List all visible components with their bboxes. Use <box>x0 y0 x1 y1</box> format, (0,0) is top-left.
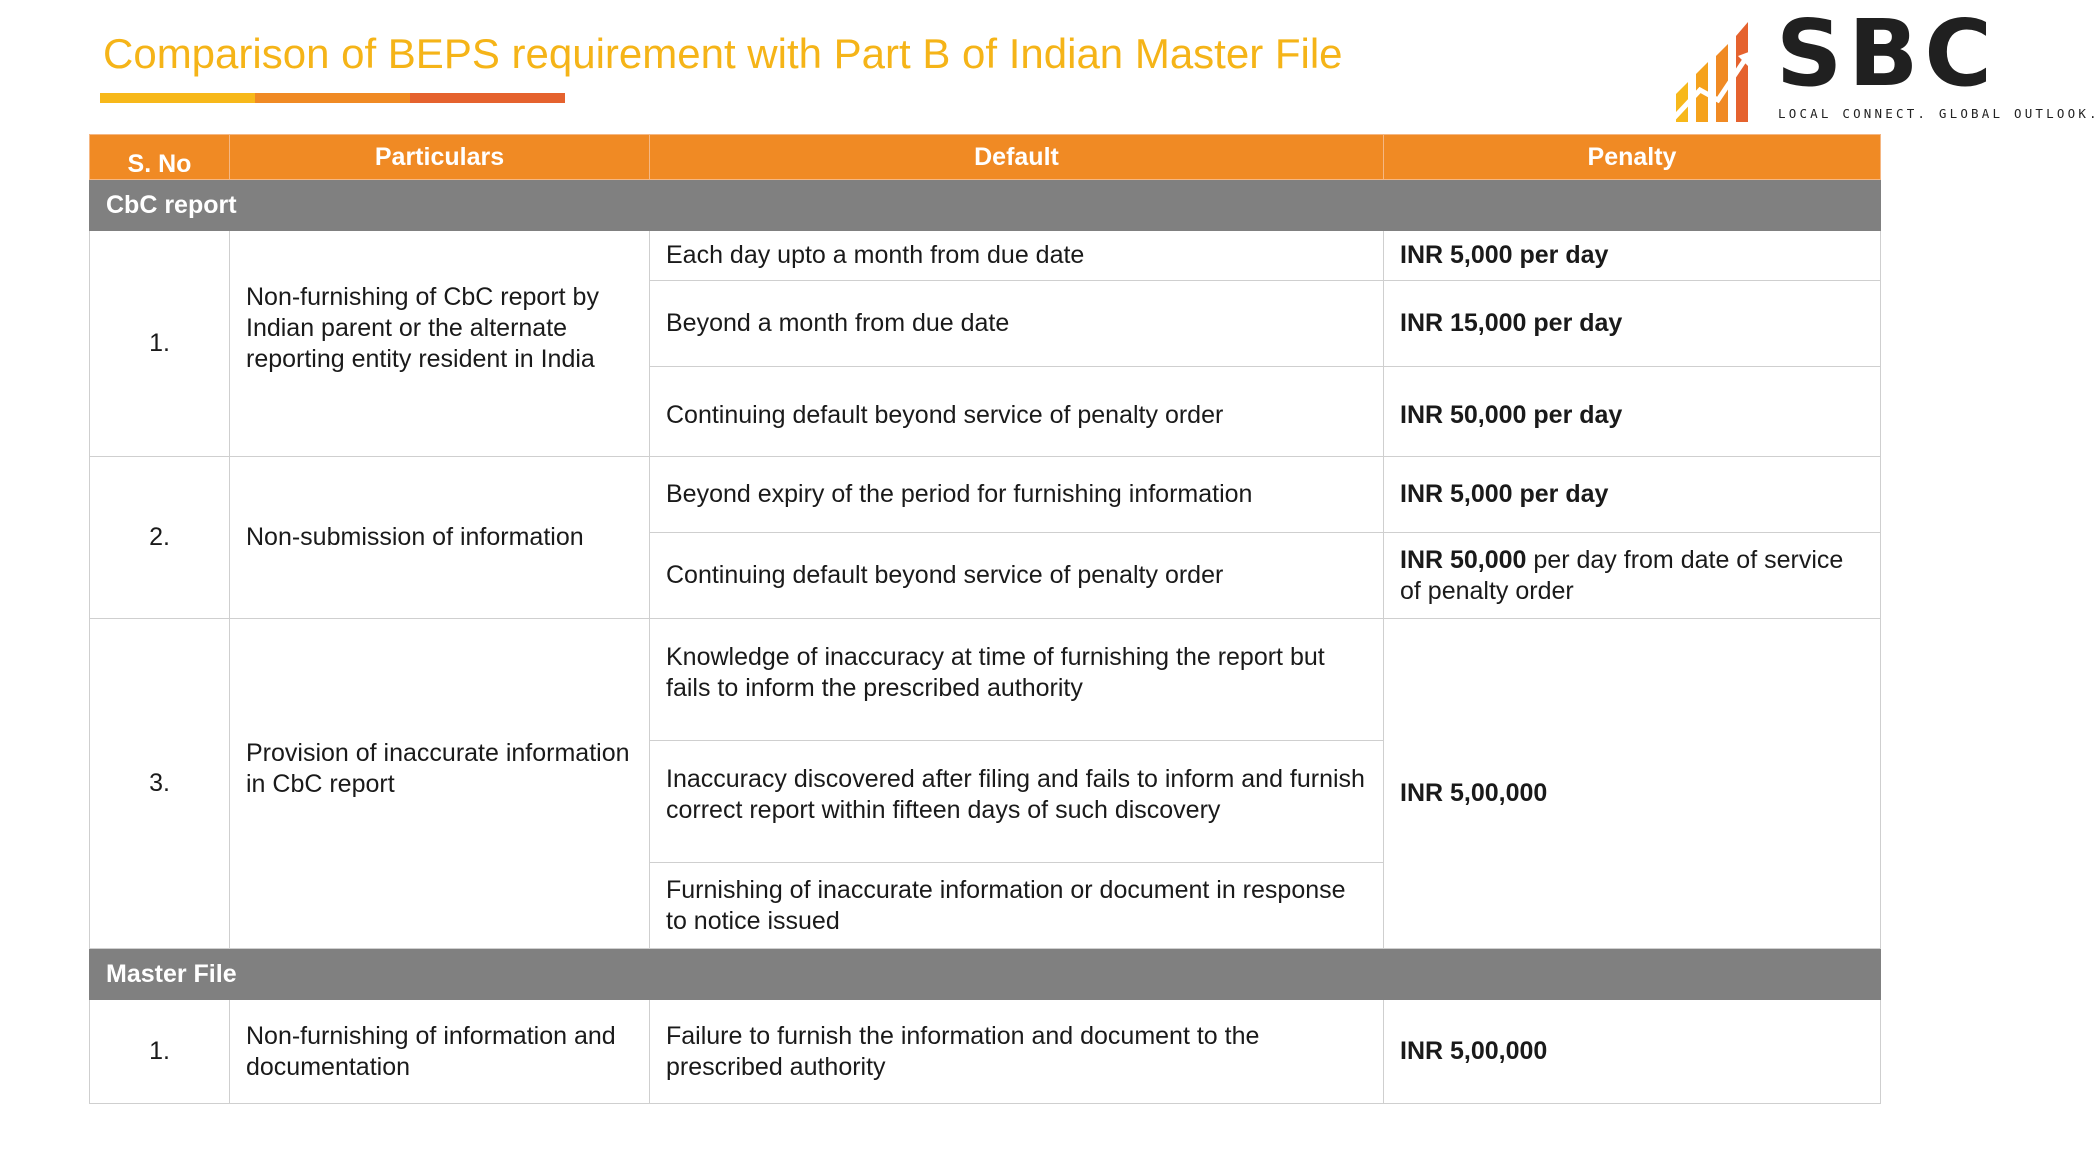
table-row <box>90 619 1881 741</box>
underline-red-segment <box>410 93 565 103</box>
row-default: Continuing default beyond service of penalty order <box>650 533 1384 619</box>
header-particulars: Particulars <box>230 135 650 180</box>
row-penalty <box>1384 533 1881 619</box>
page-title: Comparison of BEPS requirement with Part B of Indian Master File <box>103 30 1343 77</box>
title-underline <box>100 93 565 103</box>
penalty-table <box>89 134 1881 1104</box>
underline-orange-segment <box>255 93 410 103</box>
logo-tagline: LOCAL CONNECT. GLOBAL OUTLOOK. <box>1778 106 2100 121</box>
section-row-cbc <box>90 180 1881 231</box>
row-number: 1. <box>90 1000 230 1104</box>
logo-wordmark: SBC <box>1776 0 1998 107</box>
table-header-row <box>90 135 1881 180</box>
row-particulars: Provision of inaccurate information in CbC report <box>230 619 650 949</box>
row-default: Each day upto a month from due date <box>650 231 1384 281</box>
header-penalty: Penalty <box>1384 135 1881 180</box>
underline-yellow-segment <box>100 93 255 103</box>
row-default: Beyond expiry of the period for furnishing information <box>650 457 1384 533</box>
growth-chart-icon <box>1666 16 1766 126</box>
table-row <box>90 1000 1881 1104</box>
row-number: 3. <box>90 619 230 949</box>
row-particulars: Non-furnishing of information and documentation <box>230 1000 650 1104</box>
row-particulars: Non-furnishing of CbC report by Indian parent or the alternate reporting entity resident in India <box>230 231 650 457</box>
row-default: Continuing default beyond service of penalty order <box>650 367 1384 457</box>
row-default: Inaccuracy discovered after filing and fails to inform and furnish correct report within fifteen days of such discovery <box>650 741 1384 863</box>
header-sno: S. No <box>90 135 230 180</box>
table-row <box>90 457 1881 533</box>
row-default: Furnishing of inaccurate information or document in response to notice issued <box>650 863 1384 949</box>
penalty-amount: INR 50,000 <box>1400 545 1527 574</box>
table-row <box>90 231 1881 281</box>
row-default: Beyond a month from due date <box>650 281 1384 367</box>
row-penalty: INR 15,000 per day <box>1384 281 1881 367</box>
sbc-logo <box>1666 0 2100 124</box>
row-penalty: INR 5,000 per day <box>1384 457 1881 533</box>
row-number: 2. <box>90 457 230 619</box>
header-default: Default <box>650 135 1384 180</box>
section-row-master-file <box>90 949 1881 1000</box>
row-penalty: INR 5,00,000 <box>1384 619 1881 949</box>
penalty-detail: per day from date of service of penalty order <box>1400 545 1844 605</box>
row-penalty: INR 5,000 per day <box>1384 231 1881 281</box>
row-number: 1. <box>90 231 230 457</box>
section-label: Master File <box>90 949 1881 1000</box>
row-default: Failure to furnish the information and document to the prescribed authority <box>650 1000 1384 1104</box>
row-penalty: INR 50,000 per day <box>1384 367 1881 457</box>
section-label: CbC report <box>90 180 1881 231</box>
row-penalty: INR 5,00,000 <box>1384 1000 1881 1104</box>
row-particulars: Non-submission of information <box>230 457 650 619</box>
row-default: Knowledge of inaccuracy at time of furnishing the report but fails to inform the prescribed authority <box>650 619 1384 741</box>
